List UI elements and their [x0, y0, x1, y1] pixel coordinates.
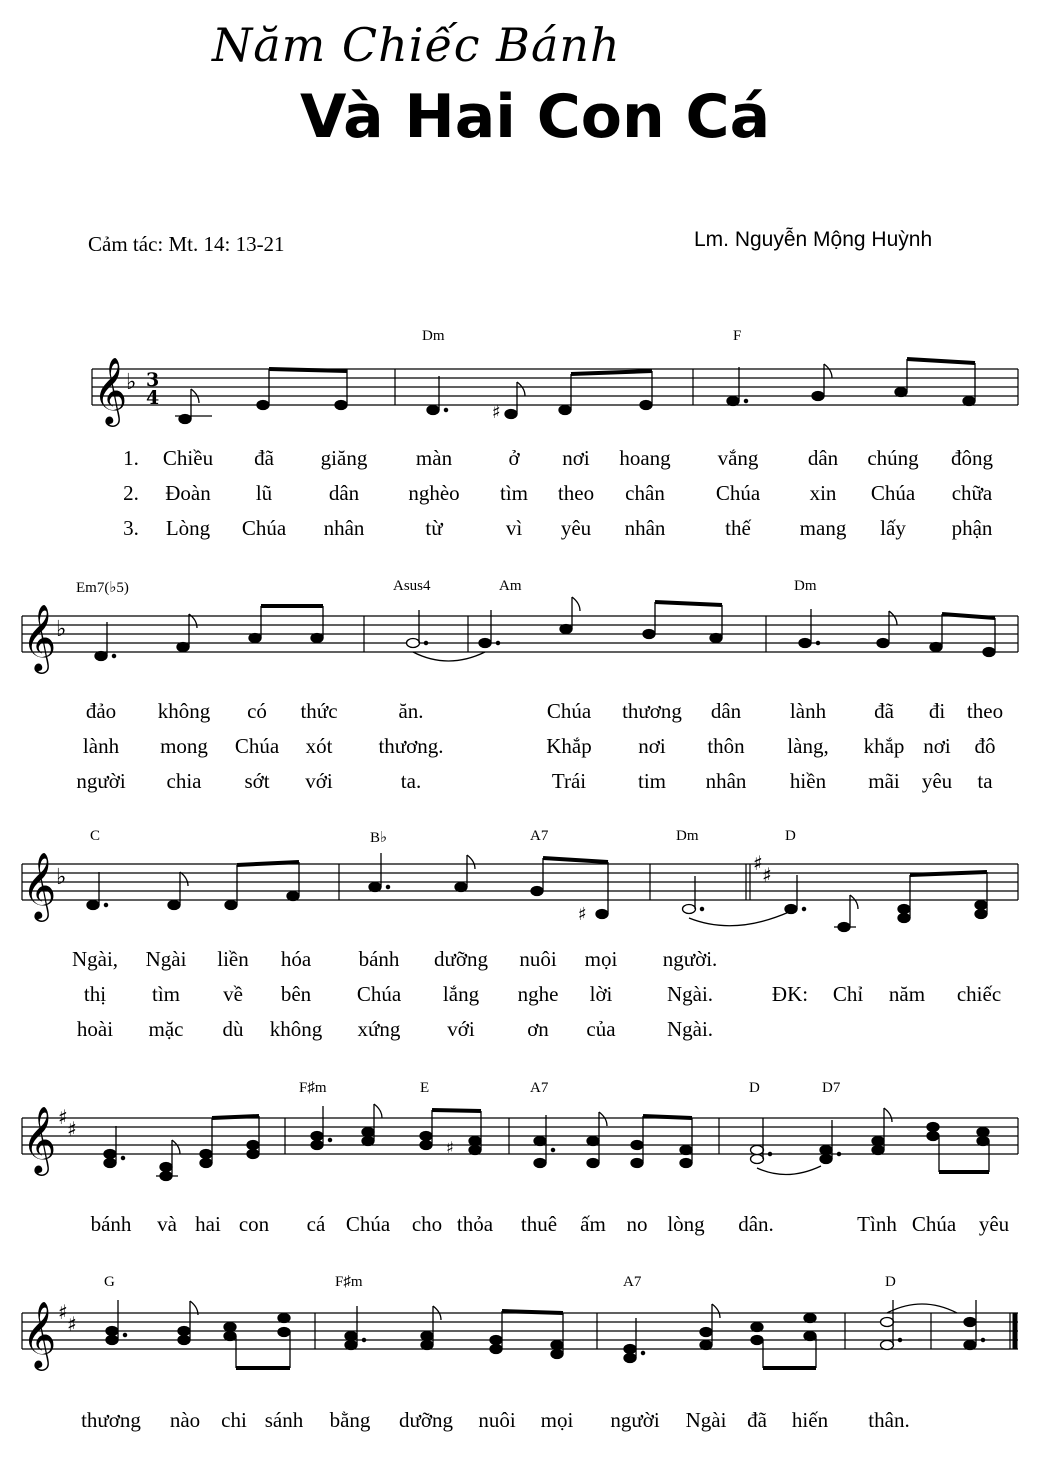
lyric-word: mọi: [540, 1408, 574, 1432]
time-signature-bottom: 4: [146, 387, 160, 409]
chord-symbol: A7: [530, 828, 549, 844]
lyric-word: ta: [977, 769, 993, 793]
song-title-script: Năm Chiếc Bánh: [212, 18, 621, 72]
lyric-word: Ngài,: [71, 947, 119, 971]
lyric-word: tìm: [499, 481, 529, 505]
lyric-word: hóa: [280, 947, 312, 971]
lyric-word: với: [447, 1017, 475, 1041]
lyric-word: chi: [221, 1408, 247, 1432]
lyric-word: với: [305, 769, 333, 793]
sharp-icon: ♯: [58, 1105, 68, 1129]
lyric-word: Chúa: [356, 982, 402, 1006]
lyric-word: mang: [799, 516, 847, 540]
lyric-word: hai: [195, 1212, 221, 1236]
lyric-word: bên: [280, 982, 312, 1006]
chord-symbol: Dm: [422, 328, 445, 344]
lyric-word: thuê: [520, 1212, 558, 1236]
lyric-word: cá: [306, 1212, 326, 1236]
chord-symbol: F♯m: [335, 1274, 363, 1290]
lyric-word: Tình: [857, 1212, 897, 1236]
lyric-word: dưỡng: [434, 947, 488, 971]
lyric-word: không: [157, 699, 211, 723]
lyric-word: bánh: [358, 947, 400, 971]
lyric-word: ăn.: [398, 699, 424, 723]
lyric-word: 2.: [123, 481, 139, 505]
lyric-word: dân.: [738, 1212, 774, 1236]
lyric-word: nghe: [517, 982, 559, 1006]
lyric-word: Chúa: [870, 481, 916, 505]
lyric-word: có: [247, 699, 267, 723]
lyric-word: nhân: [705, 769, 747, 793]
lyric-word: Khắp: [546, 734, 592, 758]
lyric-word: lấy: [880, 516, 906, 540]
lyric-word: sớt: [244, 769, 270, 793]
treble-clef-icon: 𝄞: [22, 851, 57, 919]
chord-symbol: Dm: [676, 828, 699, 844]
lyric-word: theo: [557, 481, 595, 505]
lyric-word: vì: [505, 516, 523, 540]
chord-symbol: Asus4: [393, 578, 431, 594]
lyric-word: hiến: [791, 1408, 829, 1432]
sharp-icon: ♯: [762, 863, 772, 887]
lyric-word: không: [269, 1017, 323, 1041]
lyric-word: yêu: [560, 516, 592, 540]
lyric-word: mặc: [148, 1017, 184, 1041]
lyric-word: làng,: [787, 734, 829, 758]
lyric-word: Ngài.: [666, 1017, 714, 1041]
lyric-word: người: [610, 1408, 660, 1432]
lyric-word: sánh: [264, 1408, 304, 1432]
lyric-word: xót: [305, 734, 333, 758]
lyric-word: ơn: [527, 1017, 549, 1041]
lyric-word: vắng: [717, 446, 759, 470]
lyric-word: dưỡng: [399, 1408, 453, 1432]
lyric-word: cho: [411, 1212, 443, 1236]
lyric-word: dân: [328, 481, 360, 505]
lyric-word: ấm: [580, 1212, 606, 1236]
lyric-word: và: [157, 1212, 177, 1236]
lyric-word: Ngài: [145, 947, 187, 971]
treble-clef-icon: 𝄞: [22, 603, 57, 671]
lyric-word: Chúa: [911, 1212, 957, 1236]
lyric-word: bằng: [329, 1408, 371, 1432]
song-title: Và Hai Con Cá: [300, 82, 771, 152]
lyric-word: nơi: [923, 734, 951, 758]
lyric-word: Ngài.: [666, 982, 714, 1006]
lyric-word: Chúa: [345, 1212, 391, 1236]
lyric-word: chiếc: [956, 982, 1002, 1006]
lyric-word: thương: [622, 699, 682, 723]
chord-symbol: D7: [822, 1080, 841, 1096]
lyric-word: hoài: [76, 1017, 114, 1041]
lyric-word: dân: [710, 699, 742, 723]
treble-clef-icon: 𝄞: [22, 1105, 57, 1173]
composer: Lm. Nguyễn Mộng Huỳnh: [694, 228, 933, 251]
sharp-icon: ♯: [67, 1117, 77, 1141]
lyric-word: lành: [82, 734, 120, 758]
chord-symbol: D: [785, 828, 796, 844]
lyric-word: xứng: [357, 1017, 401, 1041]
lyric-word: nơi: [638, 734, 666, 758]
chord-symbol: F♯m: [299, 1080, 327, 1096]
lyric-word: thị: [83, 982, 107, 1006]
lyric-word: yêu: [978, 1212, 1010, 1236]
lyric-word: Đoàn: [165, 481, 211, 505]
lyric-word: mọi: [584, 947, 618, 971]
chord-symbol: D: [885, 1274, 896, 1290]
lyric-word: nào: [169, 1408, 201, 1432]
lyric-word: 1.: [123, 446, 139, 470]
lyric-word: đảo: [85, 699, 117, 723]
lyric-word: lũ: [255, 481, 273, 505]
flat-icon: ♭: [126, 370, 137, 395]
lyric-word: mãi: [868, 769, 900, 793]
lyric-word: đã: [254, 446, 274, 470]
flat-icon: ♭: [56, 865, 67, 890]
lyric-word: no: [626, 1212, 648, 1236]
lyric-word: Trái: [551, 769, 587, 793]
svg-text:♯: ♯: [578, 904, 587, 925]
lyric-word: lòng: [667, 1212, 705, 1236]
lyric-word: dân: [807, 446, 839, 470]
lyric-word: Chiều: [162, 446, 214, 470]
lyric-word: Lòng: [165, 516, 211, 540]
chord-symbol: G: [104, 1274, 115, 1290]
chord-symbol: A7: [530, 1080, 549, 1096]
sharp-icon: ♯: [58, 1300, 68, 1324]
lyric-word: thương.: [378, 734, 444, 758]
lyric-word: ở: [508, 446, 520, 470]
lyric-word: khắp: [863, 734, 905, 758]
lyric-word: ta.: [400, 769, 422, 793]
lyric-word: nuôi: [519, 947, 557, 971]
chord-symbol: A7: [623, 1274, 642, 1290]
lyric-word: Chúa: [241, 516, 287, 540]
lyric-word: liền: [217, 947, 249, 971]
chord-symbol: F: [733, 328, 742, 344]
lyric-word: thỏa: [456, 1212, 494, 1236]
lyric-word: màn: [415, 446, 453, 470]
lyric-word: nuôi: [478, 1408, 516, 1432]
lyric-word: đông: [951, 446, 993, 470]
lyric-word: ĐK:: [771, 982, 809, 1006]
lyric-word: từ: [425, 516, 443, 540]
lyric-word: bánh: [90, 1212, 132, 1236]
flat-icon: ♭: [56, 617, 67, 642]
lyric-word: chữa: [951, 481, 993, 505]
lyric-word: tìm: [151, 982, 181, 1006]
treble-clef-icon: 𝄞: [93, 356, 128, 424]
lyric-word: phận: [951, 516, 993, 540]
lyric-word: hoang: [619, 446, 671, 470]
lyric-word: dù: [222, 1017, 244, 1041]
chord-symbol: B♭: [370, 830, 388, 846]
lyric-word: thân.: [868, 1408, 910, 1432]
chord-symbol: D: [749, 1080, 760, 1096]
lyric-word: người: [76, 769, 126, 793]
chord-symbol: C: [90, 828, 101, 844]
lyric-word: Ngài: [685, 1408, 727, 1432]
lyric-word: thương: [81, 1408, 141, 1432]
lyric-word: nhân: [323, 516, 365, 540]
lyric-word: lành: [789, 699, 827, 723]
lyric-word: con: [238, 1212, 270, 1236]
lyric-word: nhân: [624, 516, 666, 540]
lyric-word: nơi: [562, 446, 590, 470]
lyric-word: lời: [589, 982, 613, 1006]
lyric-word: Chúa: [234, 734, 280, 758]
chord-symbol: Em7(♭5): [76, 580, 129, 596]
lyric-word: đi: [928, 699, 946, 723]
lyric-word: đã: [747, 1408, 767, 1432]
svg-text:♯: ♯: [446, 1138, 454, 1157]
lyric-word: 3.: [123, 516, 139, 540]
lyric-word: theo: [966, 699, 1004, 723]
lyric-word: Chúa: [715, 481, 761, 505]
lyric-word: xin: [809, 481, 837, 505]
lyric-word: chân: [625, 481, 665, 505]
chord-symbol: E: [420, 1080, 430, 1096]
scripture-reference: Cảm tác: Mt. 14: 13-21: [88, 232, 285, 256]
lyric-word: về: [223, 982, 243, 1006]
lyric-word: giăng: [320, 446, 368, 470]
lyric-word: đô: [974, 734, 996, 758]
lyric-word: Chúa: [546, 699, 592, 723]
lyric-word: thôn: [707, 734, 745, 758]
sharp-icon: ♯: [67, 1312, 77, 1336]
lyric-word: yêu: [921, 769, 953, 793]
svg-text:♯: ♯: [492, 402, 501, 423]
lyric-word: nghèo: [408, 481, 460, 505]
lyric-word: hiền: [789, 769, 827, 793]
lyric-word: của: [586, 1017, 616, 1041]
treble-clef-icon: 𝄞: [22, 1300, 57, 1368]
time-signature-top: 3: [146, 369, 160, 391]
lyric-word: tim: [637, 769, 667, 793]
lyric-word: lắng: [442, 982, 480, 1006]
lyric-word: Chỉ: [832, 982, 864, 1006]
lyric-word: người.: [662, 947, 718, 971]
lyric-word: thức: [300, 699, 338, 723]
lyric-word: đã: [874, 699, 894, 723]
lyric-word: mong: [160, 734, 208, 758]
lyric-word: chúng: [867, 446, 919, 470]
lyric-word: chia: [166, 769, 202, 793]
sharp-icon: ♯: [753, 851, 763, 875]
chord-symbol: Dm: [794, 578, 817, 594]
lyric-word: năm: [888, 982, 926, 1006]
chord-symbol: Am: [499, 578, 522, 594]
lyric-word: thế: [725, 516, 751, 540]
